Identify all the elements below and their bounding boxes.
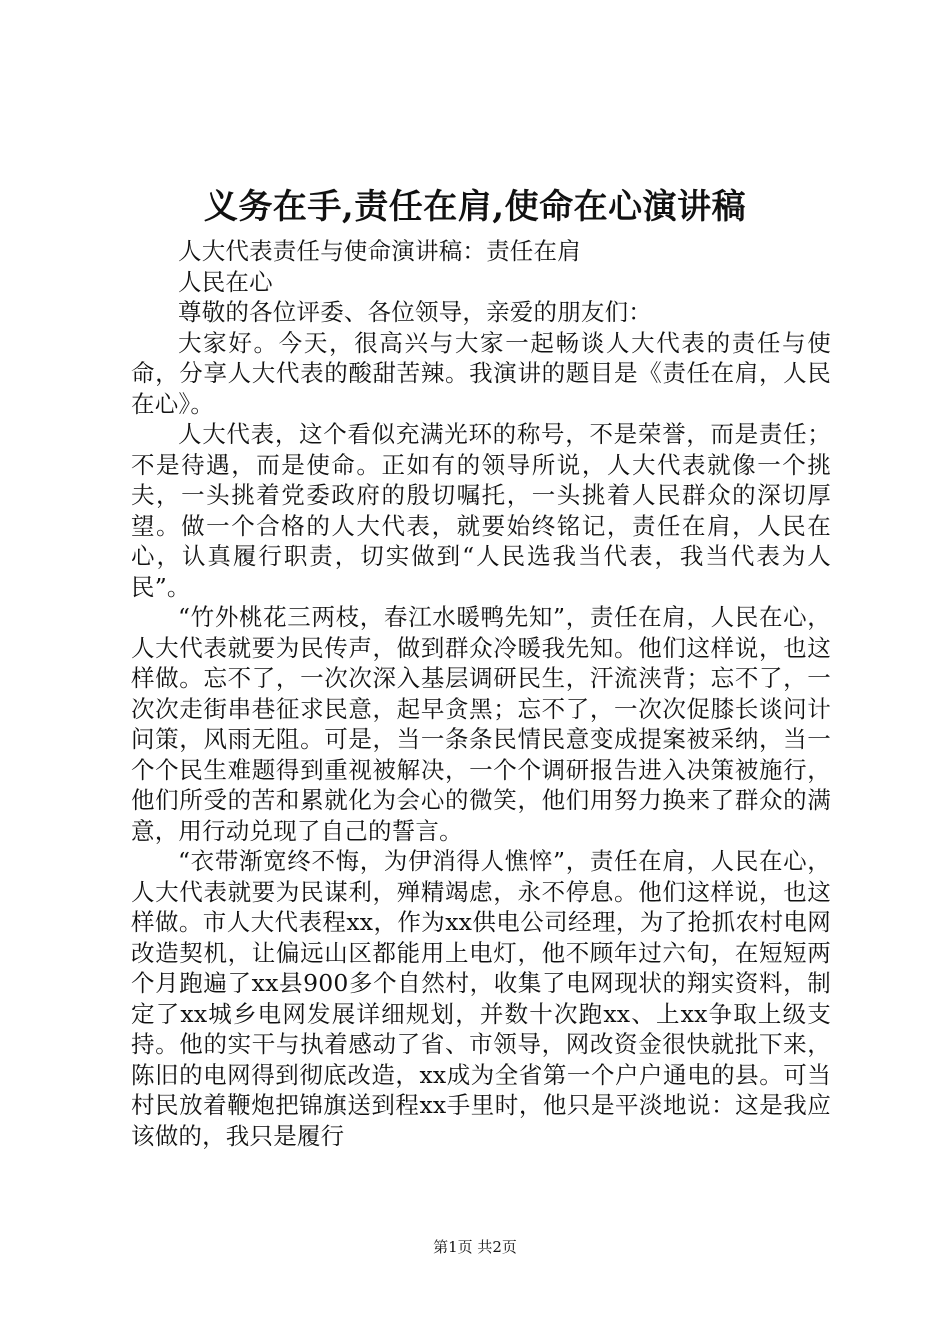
paragraph: “竹外桃花三两枝，春江水暖鸭先知”，责任在肩，人民在心，人大代表就要为民传声，做到群众冷暖我先知。他们这样说，也这样做。忘不了，一次次深入基层调研民生，汗流浃背；忘不了，一次次走街串巷征求民意，起早贪黑；忘不了，一次次促膝长谈问计问策，风雨无阻。可是，当一条条民情民意变成提案被采纳，当一个个民生难题得到重视被解决，一个个调研报告进入决策被施行，他们所受的苦和累就化为会心的微笑，他们用努力换来了群众的满意，用行动兑现了自己的誓言。 [131, 603, 831, 845]
document-title: 义务在手,责任在肩,使命在心演讲稿 [203, 187, 747, 227]
document-body [131, 236, 831, 1151]
paragraph: 大家好。今天，很高兴与大家一起畅谈人大代表的责任与使命，分享人大代表的酸甜苦辣。我演讲的题目是《责任在肩，人民在心》。 [131, 328, 831, 418]
paragraph-subtitle-cont: 人民在心 [178, 267, 273, 296]
paragraph-salutation: 尊敬的各位评委、各位领导，亲爱的朋友们： [178, 298, 652, 326]
paragraph-subtitle: 人大代表责任与使命演讲稿：责任在肩 [178, 237, 581, 265]
paragraph: “衣带渐宽终不悔，为伊消得人憔悴”，责任在肩，人民在心，人大代表就要为民谋利，殚精竭虑，永不停息。他们这样说，也这样做。市人大代表程xx，作为xx供电公司经理，为了抢抓农村电网改造契机，让偏远山区都能用上电灯，他不顾年过六旬，在短短两个月跑遍了xx县900多个自然村，收集了电网现状的翔实资料，制定了xx城乡电网发展详细规划，并数十次跑xx、上xx争取上级支持。他的实干与执着感动了省、市领导，网改资金很快就批下来，陈旧的电网得到彻底改造，xx成为全省第一个户户通电的县。可当村民放着鞭炮把锦旗送到程xx手里时，他只是平淡地说：这是我应该做的，我只是履行 [131, 847, 831, 1150]
page-footer: 第1页 共2页 [433, 1238, 517, 1256]
paragraph: 人大代表，这个看似充满光环的称号，不是荣誉，而是责任；不是待遇，而是使命。正如有的领导所说，人大代表就像一个挑夫，一头挑着党委政府的殷切嘱托，一头挑着人民群众的深切厚望。做一个合格的人大代表，就要始终铭记，责任在肩，人民在心，认真履行职责，切实做到“人民选我当代表，我当代表为人民”。 [131, 420, 831, 601]
